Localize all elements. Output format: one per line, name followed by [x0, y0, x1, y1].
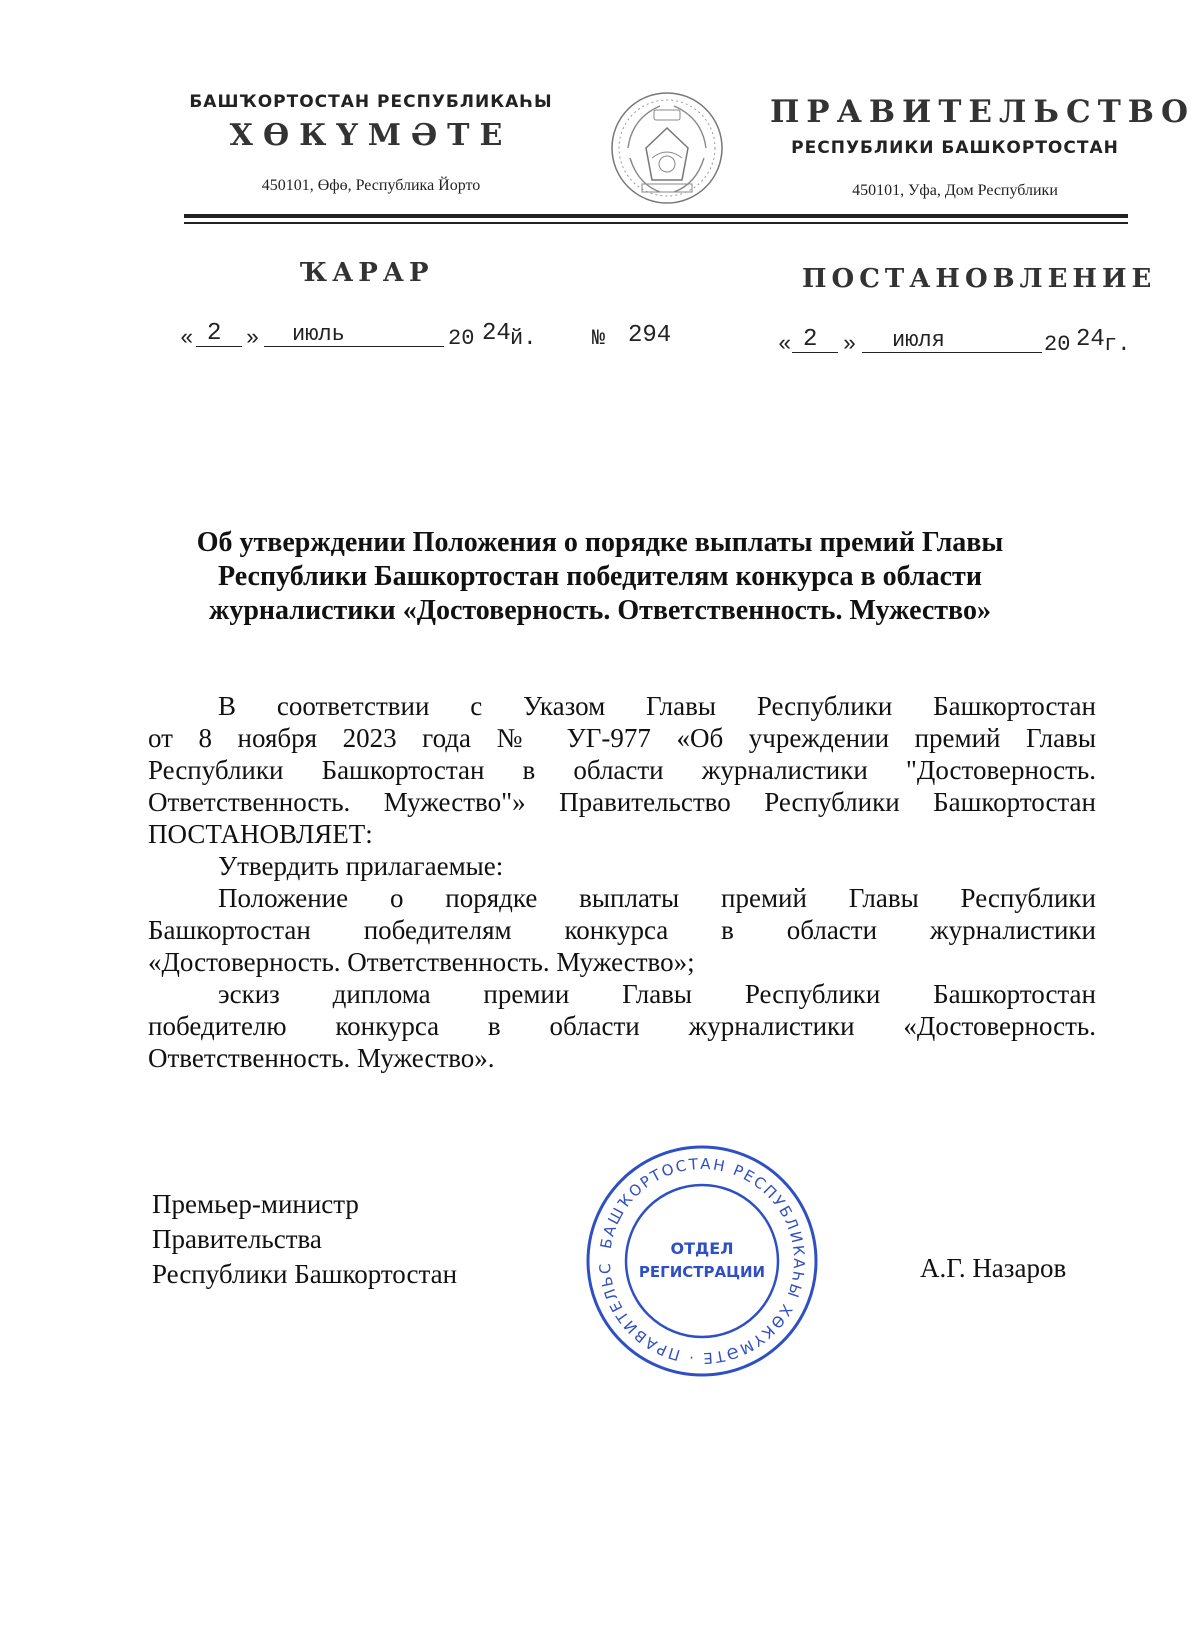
date-right-open-quote: « — [778, 332, 792, 357]
signature-position — [152, 1187, 457, 1292]
stamp-outer-text: БАШҠОРТОСТАН РЕСПУБЛИКАҺЫ ХӨКҮМӘТЕ · ПРАВИТЕЛЬС — [595, 1154, 809, 1368]
title-line-3: журналистики «Достоверность. Ответственность. Мужество» — [209, 595, 991, 626]
header-rule-thick — [184, 214, 1128, 218]
date-left-day-line — [196, 346, 242, 347]
coat-of-arms-emblem — [608, 88, 726, 208]
header-right-line2: РЕСПУБЛИКИ БАШКОРТОСТАН — [791, 138, 1119, 158]
date-left-year-letter: й. — [510, 326, 537, 351]
body-p1-line-4: Ответственность. Мужество"» Правительство Республики Башкортостан — [148, 787, 1096, 817]
date-left-month: июль — [292, 322, 345, 347]
doc-type-left: ҠАРАР — [300, 258, 434, 288]
registration-stamp — [584, 1143, 820, 1379]
date-right-year-prefix: 20 — [1044, 332, 1071, 357]
date-right-year-letter: г. — [1104, 332, 1131, 357]
date-left-close-quote: » — [246, 326, 260, 351]
body-p4-line-2: победителю конкурса в области журналистики «Достоверность. — [148, 1011, 1096, 1041]
title-line-2: Республики Башкортостан победителям конкурса в области — [218, 561, 982, 592]
number-sign: № — [592, 326, 606, 351]
date-right-month: июля — [892, 328, 945, 353]
signature-position-line-3: Республики Башкортостан — [152, 1259, 458, 1289]
body-p3-line-3: «Достоверность. Ответственность. Мужество»; — [148, 947, 695, 977]
stamp-center-line-2: РЕГИСТРАЦИИ — [638, 1263, 766, 1281]
body-p2: Утвердить прилагаемые: — [218, 851, 504, 881]
date-right-day: 2 — [803, 326, 818, 353]
body-p3-line-1: Положение о порядке выплаты премий Главы Республики — [218, 883, 1096, 913]
signature-position-line-1: Премьер-министр — [152, 1189, 359, 1219]
stamp-center-line-1: ОТДЕЛ — [670, 1239, 734, 1258]
title-line-1: Об утверждении Положения о порядке выплаты премий Главы — [196, 527, 1004, 558]
header-rule-thin — [184, 222, 1128, 224]
body-p1-line-3: Республики Башкортостан в области журналистики "Достоверность. — [148, 755, 1096, 785]
date-right-close-quote: » — [843, 332, 857, 357]
body-p1-line-5: ПОСТАНОВЛЯЕТ: — [148, 819, 373, 849]
header-left-line2: ХӨКҮМӘТЕ — [229, 118, 513, 153]
document-title — [140, 526, 1060, 628]
date-left-year-prefix: 20 — [448, 326, 475, 351]
date-right-month-line — [862, 352, 1042, 353]
date-right-year-suffix: 24 — [1076, 326, 1105, 353]
number-value: 294 — [628, 322, 672, 349]
date-left-month-line — [264, 346, 444, 347]
date-left-open-quote: « — [180, 326, 194, 351]
header-right-address: 450101, Уфа, Дом Республики — [852, 182, 1058, 199]
signature-name: А.Г. Назаров — [920, 1253, 1067, 1283]
date-left-year-suffix: 24 — [482, 320, 511, 347]
header-right-line1: ПРАВИТЕЛЬСТВО — [770, 94, 1195, 130]
doc-type-right: ПОСТАНОВЛЕНИЕ — [802, 264, 1157, 294]
body-p3-line-2: Башкортостан победителям конкурса в области журналистики — [148, 915, 1096, 945]
date-left-day: 2 — [207, 320, 222, 347]
document-body — [148, 690, 1096, 1074]
header-left-address: 450101, Өфө, Республика Йорто — [261, 177, 481, 194]
header-left-line1: БАШҠОРТОСТАН РЕСПУБЛИКАҺЫ — [189, 92, 553, 112]
body-p1-line-2: от 8 ноября 2023 года № УГ-977 «Об учреждении премий Главы — [148, 723, 1096, 753]
body-p4-line-1: эскиз диплома премии Главы Республики Башкортостан — [218, 979, 1096, 1009]
date-right-day-line — [792, 352, 838, 353]
signature-position-line-2: Правительства — [152, 1224, 322, 1254]
body-p4-line-3: Ответственность. Мужество». — [148, 1043, 495, 1073]
body-p1-line-1: В соответствии с Указом Главы Республики Башкортостан — [218, 691, 1096, 721]
